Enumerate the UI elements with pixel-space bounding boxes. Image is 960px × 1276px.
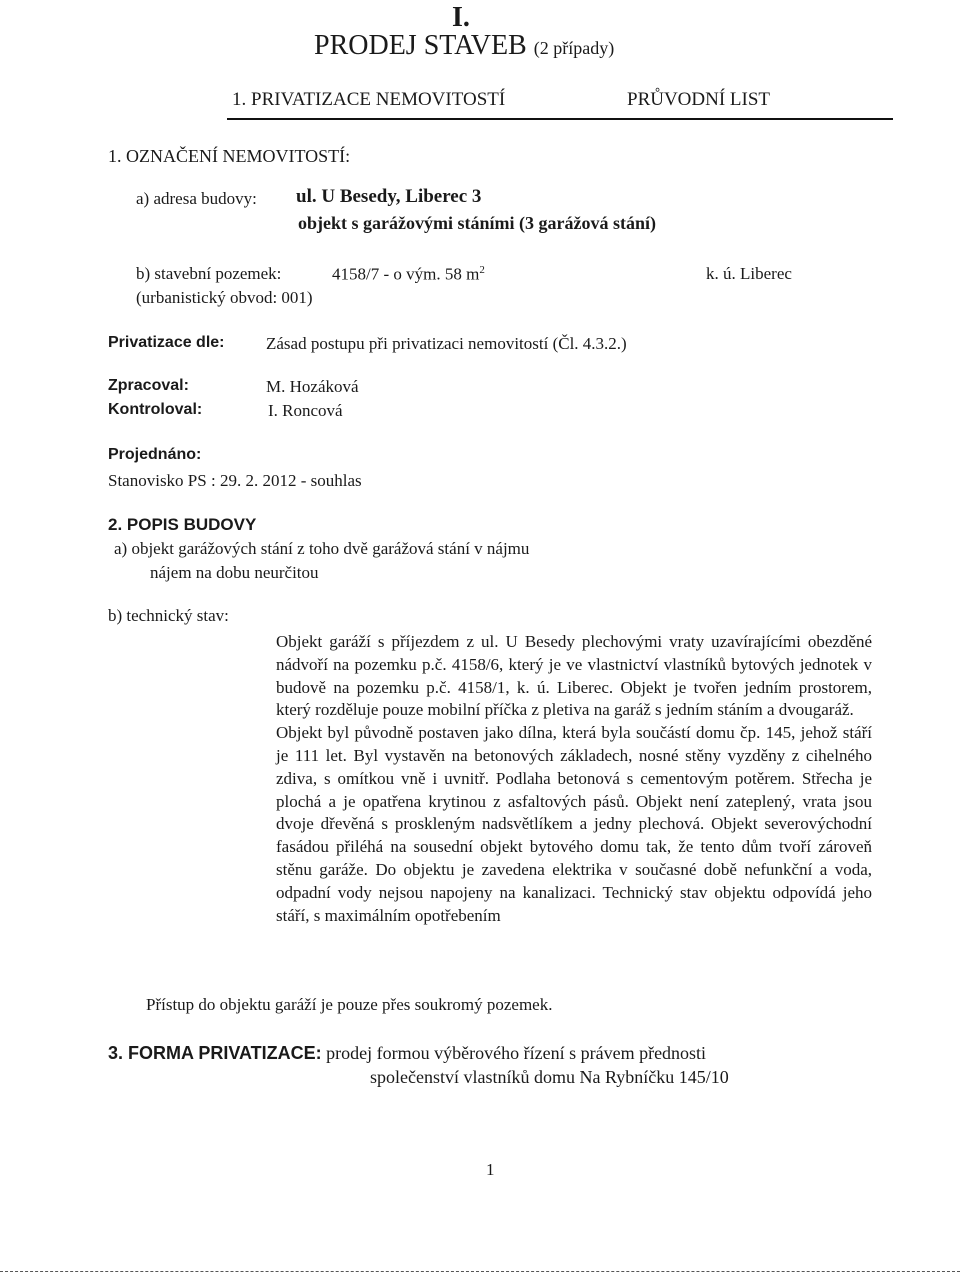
page-title-note: (2 případy) [533,38,615,58]
technical-state-text [276,631,872,927]
discussed-label: Projednáno: [108,446,202,463]
plot-value [332,264,485,285]
cadastral-area: k. ú. Liberec [706,264,792,283]
technical-state-paragraph-1: Objekt garáží s příjezdem z ul. U Besedy plechovými vraty uzavírajícími obezděné nádvoří na pozemku p.č. 4158/6, který je ve vlastnictví vlastníků bytových jednotek v budově na pozemku p.č. 4158/1, k. ú. Liberec. Objekt je tvořen jedním prostorem, který rozděluje pouze mobilní příčka z pletiva na garáž s jedním stáním a dvougaráž. [276,632,872,720]
checked-by-label: Kontroloval: [108,401,203,418]
part-numeral: I. [452,2,470,33]
access-note: Přístup do objektu garáží je pouze přes soukromý pozemek. [146,995,553,1014]
privatization-label: Privatizace dle: [108,334,225,351]
urban-district: (urbanistický obvod: 001) [136,288,313,307]
header-divider [227,118,893,120]
subtitle-left: 1. PRIVATIZACE NEMOVITOSTÍ [232,89,506,110]
page-title-text: PRODEJ STAVEB [314,30,527,61]
section-3-line-1 [108,1043,706,1064]
page-title [314,30,614,62]
section-3-text-2: společenství vlastníků domu Na Rybníčku 145/10 [370,1067,729,1087]
section-3-text-1: prodej formou výběrového řízení s právem přednosti [326,1043,707,1063]
technical-state-label: b) technický stav: [108,606,229,625]
subtitle-right: PRŮVODNÍ LIST [627,89,771,110]
checked-by-value: I. Roncová [268,401,343,420]
address-line-1: ul. U Besedy, Liberec 3 [296,186,482,207]
technical-state-paragraph-2: Objekt byl původně postaven jako dílna, která byla součástí domu čp. 145, jehož stáří je 111 let. Byl vystavěn na betonových základech, nosné stěny vyzděny z cihelného zdiva, s omítkou vně i uvnitř. Podlaha betonová s cementovým potěrem. Střecha je plochá a je opatřena krytinou z asfaltových pásů. Objekt není zateplený, vrata jsou dvoje dřevěná s proskleným nadsvětlíkem a jedny plechová. Objekt severovýchodní fasádou přiléhá na sousední objekt bytového domu tak, že tento dům tvoří zároveň stěnu garáže. Do objektu je zavedena elektrika v současné době nefunkční a voda, odpadní vody nejsou napojeny na kanalizaci. Technický stav objektu odpovídá jeho stáří, s maximálním opotřebením [276,723,872,925]
section-3-heading: 3. FORMA PRIVATIZACE: [108,1043,322,1063]
plot-value-text: 4158/7 - o vým. 58 m [332,264,480,284]
building-description-line-1: a) objekt garážových stání z toho dvě garážová stání v nájmu [114,539,530,558]
section-2-heading: 2. POPIS BUDOVY [108,515,257,534]
address-label: a) adresa budovy: [136,189,257,208]
processed-by-label: Zpracoval: [108,377,189,394]
plot-value-sup: 2 [479,264,485,276]
page-number: 1 [486,1160,495,1179]
discussed-value: Stanovisko PS : 29. 2. 2012 - souhlas [108,471,362,490]
plot-label: b) stavební pozemek: [136,264,282,283]
processed-by-value: M. Hozáková [266,377,359,396]
address-line-2: objekt s garážovými stáními (3 garážová stání) [298,213,656,233]
privatization-value: Zásad postupu při privatizaci nemovitostí (Čl. 4.3.2.) [266,334,627,353]
building-description-line-2: nájem na dobu neurčitou [150,563,319,582]
footer-divider [0,1271,960,1272]
section-1-heading: 1. OZNAČENÍ NEMOVITOSTÍ: [108,146,351,166]
